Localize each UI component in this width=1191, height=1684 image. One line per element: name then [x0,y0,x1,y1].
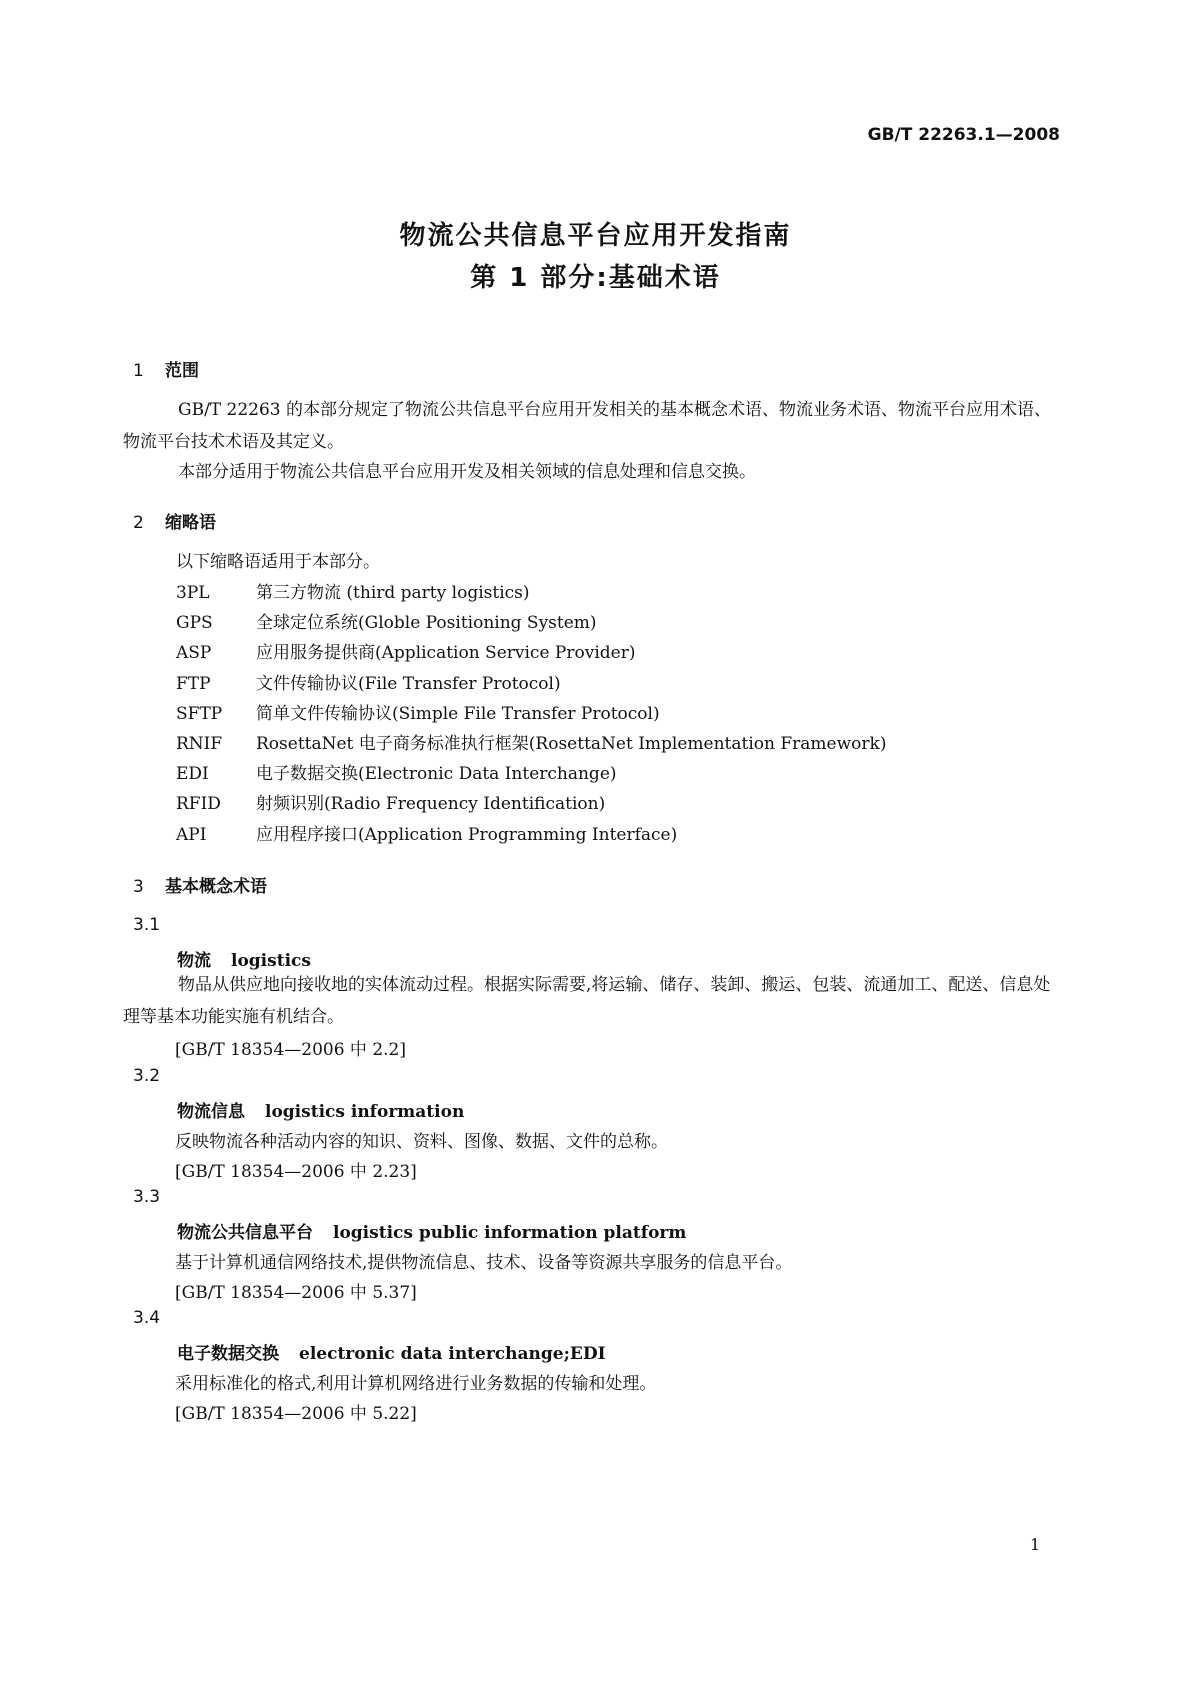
term-number: 3.1 [133,915,161,935]
term-source: [GB/T 18354—2006 中 2.23] [175,1162,417,1182]
term-en: logistics public information platform [333,1223,687,1243]
document-subtitle: 第 1 部分:基础术语 [470,263,721,293]
abbreviations-intro: 以下缩略语适用于本部分。 [176,552,380,572]
term-en: electronic data interchange;EDI [299,1344,606,1364]
section-number: 1 [133,361,144,381]
abbreviation-code: GPS [176,613,213,633]
page-number: 1 [1030,1535,1041,1554]
abbreviation-code: SFTP [176,704,223,724]
abbreviation-code: RFID [176,794,221,814]
abbreviation-desc: 简单文件传输协议(Simple File Transfer Protocol) [256,704,660,724]
abbreviation-row [176,759,617,784]
term-definition: 反映物流各种活动内容的知识、资料、图像、数据、文件的总称。 [175,1132,668,1152]
abbreviation-row [176,789,605,814]
abbreviation-desc: 射频识别(Radio Frequency Identification) [256,794,606,814]
section-title: 缩略语 [165,513,216,533]
abbreviation-desc: 应用服务提供商(Application Service Provider) [256,643,636,663]
term-cn: 电子数据交换 [177,1344,279,1364]
section-1-paragraph-1: GB/T 22263 的本部分规定了物流公共信息平台应用开发相关的基本概念术语、物流业务术语、物流平台应用术语、物流平台技术术语及其定义。 [123,400,1052,452]
term-number: 3.3 [133,1187,161,1207]
abbreviation-row [176,729,886,754]
section-1-paragraph-2: 本部分适用于物流公共信息平台应用开发及相关领域的信息处理和信息交换。 [178,462,756,482]
section-number: 2 [133,513,144,533]
abbreviation-code: EDI [176,764,209,784]
document-title: 物流公共信息平台应用开发指南 [399,221,792,251]
term-definition: 采用标准化的格式,利用计算机网络进行业务数据的传输和处理。 [175,1374,657,1394]
abbreviation-desc: 应用程序接口(Application Programming Interface) [256,825,678,845]
abbreviation-code: API [176,825,207,845]
abbreviation-code: FTP [176,674,211,694]
term-source: [GB/T 18354—2006 中 2.2] [175,1040,406,1060]
term-name [177,1097,464,1122]
abbreviation-row [176,578,530,603]
abbreviation-code: ASP [176,643,212,663]
abbreviation-row [176,638,635,663]
term-en: logistics information [265,1102,465,1122]
section-2-heading [133,508,216,533]
term-name [177,1339,606,1364]
section-title: 范围 [165,361,199,381]
abbreviation-desc: 电子数据交换(Electronic Data Interchange) [256,764,617,784]
abbreviation-row [176,669,561,694]
term-source: [GB/T 18354—2006 中 5.37] [175,1283,417,1303]
section-title: 基本概念术语 [165,877,267,897]
abbreviation-row [176,608,597,633]
term-number: 3.4 [133,1308,161,1328]
term-definition: 物品从供应地向接收地的实体流动过程。根据实际需要,将运输、储存、装卸、搬运、包装、流通加工、配送、信息处理等基本功能实施有机结合。 [123,975,1051,1027]
abbreviation-desc: 第三方物流 (third party logistics) [256,583,530,603]
term-en: logistics [231,951,311,971]
term-source: [GB/T 18354—2006 中 5.22] [175,1404,417,1424]
term-cn: 物流信息 [177,1102,245,1122]
standard-code: GB/T 22263.1—2008 [867,125,1060,145]
term-name [177,1218,686,1243]
abbreviation-row [176,820,677,845]
term-definition: 基于计算机通信网络技术,提供物流信息、技术、设备等资源共享服务的信息平台。 [175,1253,793,1273]
section-3-heading [133,872,267,897]
abbreviation-row [176,699,660,724]
abbreviation-desc: RosettaNet 电子商务标准执行框架(RosettaNet Implementation Framework) [256,734,887,754]
abbreviation-code: 3PL [176,583,210,603]
term-cn: 物流公共信息平台 [177,1223,313,1243]
section-number: 3 [133,877,144,897]
abbreviation-code: RNIF [176,734,223,754]
term-name [177,946,311,971]
abbreviation-desc: 文件传输协议(File Transfer Protocol) [256,674,561,694]
abbreviation-desc: 全球定位系统(Globle Positioning System) [256,613,597,633]
section-1-heading [133,356,199,381]
term-cn: 物流 [177,951,211,971]
term-number: 3.2 [133,1066,161,1086]
